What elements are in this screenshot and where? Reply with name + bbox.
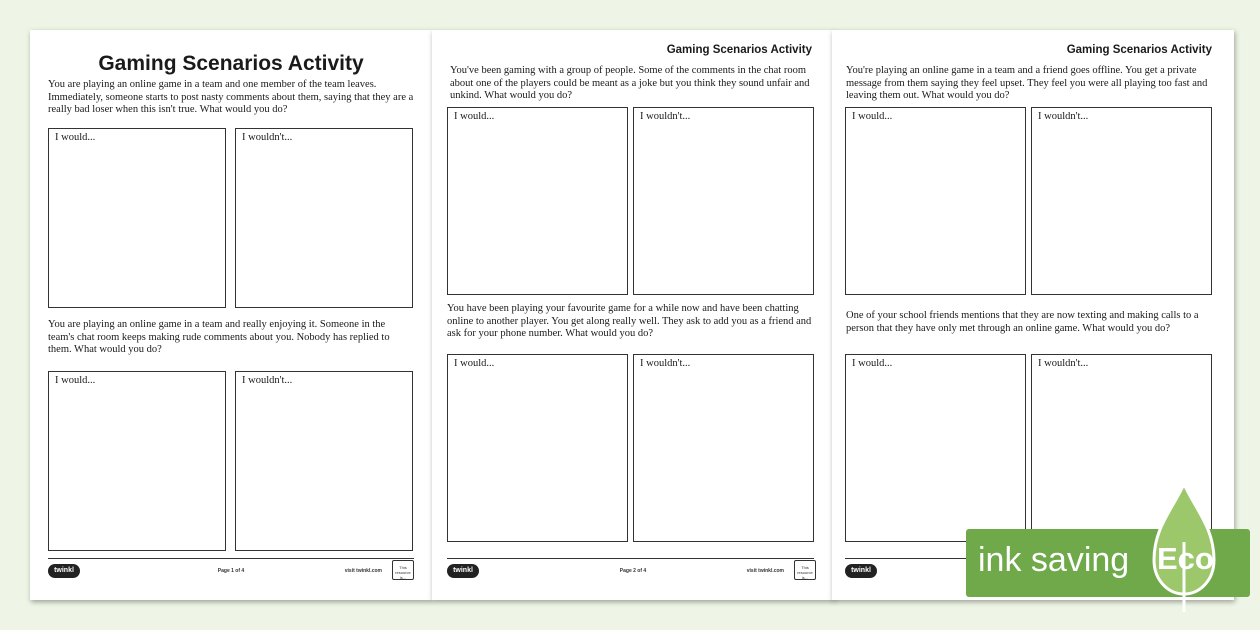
wouldnt-box: I wouldn't... bbox=[1031, 354, 1212, 542]
page-number: Page 1 of 4 bbox=[217, 568, 245, 574]
would-box: I would... bbox=[48, 371, 226, 551]
page-number: Page 2 of 4 bbox=[619, 568, 647, 574]
twinkl-logo: twinkl bbox=[48, 564, 80, 578]
scenario-question-1: You are playing an online game in a team and one member of the team leaves. Immediately, someone starts to post nasty comments about them, saying that they are a really bad loser when this isn't true. What would you do? bbox=[48, 79, 414, 115]
worksheet-page-1 bbox=[30, 30, 432, 600]
scenario-question-2: You are playing an online game in a team and really enjoying it. Someone in the team's chat room keeps making rude comments about you. Nobody has replied to them. What would you do? bbox=[48, 319, 390, 355]
page-header: Gaming Scenarios Activity bbox=[1066, 44, 1212, 56]
resource-badge: This resource is... bbox=[794, 560, 816, 580]
wouldnt-box: I wouldn't... bbox=[1031, 107, 1212, 295]
wouldnt-box: I wouldn't... bbox=[235, 128, 413, 308]
scenario-question-2: You have been playing your favourite game for a while now and have been chatting online to another player. You get along really well. They ask to add you as a friend and ask for your phone number. What would you do? bbox=[447, 303, 812, 339]
page-title: Gaming Scenarios Activity bbox=[98, 52, 364, 75]
would-box: I would... bbox=[845, 354, 1026, 542]
scenario-question-1: You've been gaming with a group of people. Some of the comments in the chat room about one of the players could be meant as a joke but you think they sound unfair and unkind. What would you do? bbox=[450, 65, 810, 101]
scenario-question-2: One of your school friends mentions that they are now texting and making calls to a person that they have only met through an online game. What would you do? bbox=[846, 310, 1199, 334]
visit-link: visit twinkl.com bbox=[746, 568, 784, 574]
worksheet-page-2 bbox=[432, 30, 834, 600]
resource-badge: This resource is... bbox=[392, 560, 414, 580]
wouldnt-box: I wouldn't... bbox=[633, 354, 814, 542]
visit-link: visit twinkl.com bbox=[344, 568, 382, 574]
would-box: I would... bbox=[845, 107, 1026, 295]
scenario-question-1: You're playing an online game in a team and a friend goes offline. You get a private message from them saying they feel upset. They feel you were all playing too fast and leaving them out. What would you do? bbox=[846, 65, 1208, 101]
wouldnt-box: I wouldn't... bbox=[633, 107, 814, 295]
footer-divider bbox=[447, 558, 814, 559]
wouldnt-box: I wouldn't... bbox=[235, 371, 413, 551]
twinkl-logo: twinkl bbox=[845, 564, 877, 578]
ink-saving-label: ink saving bbox=[978, 541, 1130, 579]
would-box: I would... bbox=[48, 128, 226, 308]
eco-label: Eco bbox=[1157, 541, 1214, 576]
footer-divider bbox=[48, 558, 414, 559]
twinkl-logo: twinkl bbox=[447, 564, 479, 578]
page-header: Gaming Scenarios Activity bbox=[666, 44, 812, 56]
would-box: I would... bbox=[447, 354, 628, 542]
would-box: I would... bbox=[447, 107, 628, 295]
